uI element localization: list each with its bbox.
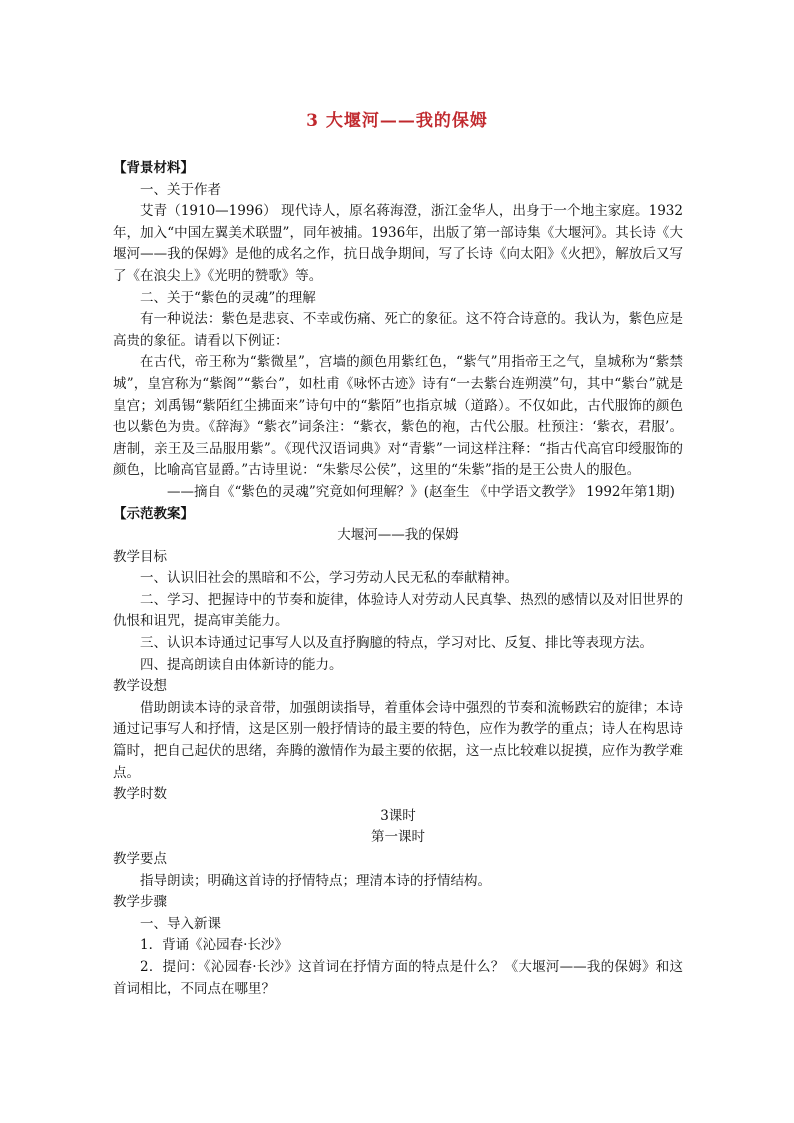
- paragraph: 艾青（1910—1996） 现代诗人，原名蒋海澄，浙江金华人，出身于一个地主家庭。1932年，加入“中国左翼美术联盟”，同年被捕。1936年，出版了第一部诗集《大堰河》。其长诗《大堰河——我的保姆》是他的成名之作，抗日战争期间，写了长诗《向太阳》《火把》，解放后又写了《在浪尖上》《光明的赞歌》等。: [113, 203, 683, 284]
- paragraph: 指导朗读；明确这首诗的抒情特点；理清本诗的抒情结构。: [140, 872, 491, 889]
- section-heading: 【示范教案】: [113, 505, 194, 522]
- paragraph: 二、关于“紫色的灵魂”的理解: [140, 289, 316, 306]
- paragraph: 教学步骤: [113, 894, 167, 911]
- centered-heading: 第一课时: [371, 829, 425, 846]
- document-title: 3 大堰河——我的保姆: [306, 111, 488, 131]
- paragraph: 有一种说法：紫色是悲哀、不幸或伤痛、死亡的象征。这不符合诗意的。我认为，紫色应是高贵的象征。请看以下例证：: [113, 311, 683, 349]
- paragraph: 一、关于作者: [140, 181, 221, 198]
- paragraph: 三、认识本诗通过记事写人以及直抒胸臆的特点，学习对比、反复、排比等表现方法。: [140, 635, 653, 652]
- paragraph: 一、认识旧社会的黑暗和不公，学习劳动人民无私的奉献精神。: [140, 570, 518, 587]
- centered-heading: 大堰河——我的保姆: [337, 527, 459, 544]
- paragraph: ——摘自《“紫色的灵魂”究竟如何理解？》(赵奎生 《中学语文教学》 1992年第1期): [167, 483, 675, 500]
- paragraph: 教学时数: [113, 786, 167, 803]
- paragraph: 在古代，帝王称为“紫微星”，宫墙的颜色用紫红色，“紫气”用指帝王之气，皇城称为“紫禁城”，皇宫称为“紫阁”“紫台”，如杜甫《咏怀古迹》诗有“一去紫台连朔漠”句，其中“紫台”就是皇宫；刘禹锡“紫陌红尘拂面来”诗句中的“紫陌”也指京城（道路）。不仅如此，古代服饰的颜色也以紫色为贵。《辞海》“紫衣”词条注：“紫衣，紫色的袍，古代公服。杜预注：‘紫衣，君服’。唐制，亲王及三品服用紫”。《现代汉语词典》对“青紫”一词这样注释：“指古代高官印绶服饰的颜色，比喻高官显爵。”古诗里说：“朱紫尽公侯”，这里的“朱紫”指的是王公贵人的服色。: [113, 354, 683, 479]
- paragraph: 教学要点: [113, 851, 167, 867]
- paragraph: 二、学习、把握诗中的节奏和旋律，体验诗人对劳动人民真挚、热烈的感情以及对旧世界的仇恨和诅咒，提高审美能力。: [113, 591, 683, 630]
- paragraph: 1．背诵《沁园春·长沙》: [140, 937, 288, 954]
- paragraph: 一、导入新课: [140, 915, 221, 932]
- centered-heading: 3课时: [380, 807, 416, 824]
- paragraph: 教学目标: [113, 548, 167, 565]
- section-heading: 【背景材料】: [113, 160, 194, 176]
- paragraph: 教学设想: [113, 678, 167, 695]
- paragraph: 2．提问：《沁园春·长沙》这首词在抒情方面的特点是什么？《大堰河——我的保姆》和这首词相比，不同点在哪里？: [113, 958, 683, 997]
- document-body: [113, 158, 683, 1000]
- paragraph: 四、提高朗读自由体新诗的能力。: [140, 656, 343, 673]
- paragraph: 借助朗读本诗的录音带，加强朗读指导，着重体会诗中强烈的节奏和流畅跌宕的旋律；本诗通过记事写人和抒情，这是区别一般抒情诗的最主要的特色，应作为教学的重点；诗人在构思诗篇时，把自己起伏的思绪，奔腾的激情作为最主要的依据，这一点比较难以捉摸，应作为教学难点。: [113, 699, 683, 781]
